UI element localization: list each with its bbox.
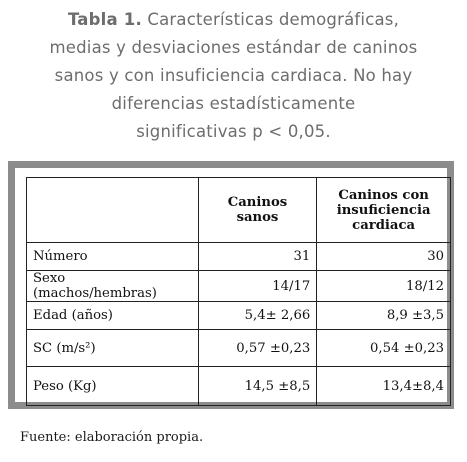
cell-sanos: 14,5 ±8,5	[198, 367, 317, 406]
header-empty-cell	[27, 178, 199, 243]
table-row	[27, 302, 451, 330]
header-caninos-sanos	[198, 178, 317, 243]
table-row	[27, 243, 451, 271]
caption-line-3: sanos y con insuficiencia cardiaca. No hay	[54, 66, 413, 85]
row-label: Número	[27, 243, 199, 271]
header-insuf-line-2: insuficiencia	[336, 202, 431, 218]
cell-insuficiencia: 13,4±8,4	[317, 367, 451, 406]
data-table	[26, 177, 451, 406]
row-label: Peso (Kg)	[27, 367, 199, 406]
header-insuf-line-1: Caninos con	[338, 187, 429, 203]
row-label: Edad (años)	[27, 302, 199, 330]
row-label: Sexo (machos/hembras)	[27, 271, 199, 302]
cell-sanos: 31	[198, 243, 317, 271]
caption-line-4: diferencias estadísticamente	[111, 94, 356, 113]
cell-sanos: 14/17	[198, 271, 317, 302]
table-caption	[0, 6, 467, 146]
row-label: SC (m/s²)	[27, 330, 199, 367]
table-row	[27, 330, 451, 367]
table-frame	[8, 161, 454, 409]
table-row	[27, 271, 451, 302]
cell-insuficiencia: 8,9 ±3,5	[317, 302, 451, 330]
header-insuf-line-3: cardiaca	[352, 217, 416, 233]
header-sanos-line-2: sanos	[236, 210, 279, 225]
caption-line-5: significativas p < 0,05.	[136, 122, 331, 141]
cell-insuficiencia: 0,54 ±0,23	[317, 330, 451, 367]
table-row	[27, 367, 451, 406]
caption-label: Tabla 1.	[67, 10, 142, 29]
caption-line-2: medias y desviaciones estándar de caninos	[49, 38, 418, 57]
table-header-row	[27, 178, 451, 243]
header-sanos-line-1: Caninos	[227, 195, 288, 210]
cell-sanos: 5,4± 2,66	[198, 302, 317, 330]
cell-insuficiencia: 30	[317, 243, 451, 271]
caption-line-1-text: Características demográficas,	[141, 10, 400, 29]
cell-insuficiencia: 18/12	[317, 271, 451, 302]
header-caninos-insuficiencia	[317, 178, 451, 243]
cell-sanos: 0,57 ±0,23	[198, 330, 317, 367]
caption-line-1	[0, 6, 467, 34]
source-note: Fuente: elaboración propia.	[20, 430, 204, 445]
